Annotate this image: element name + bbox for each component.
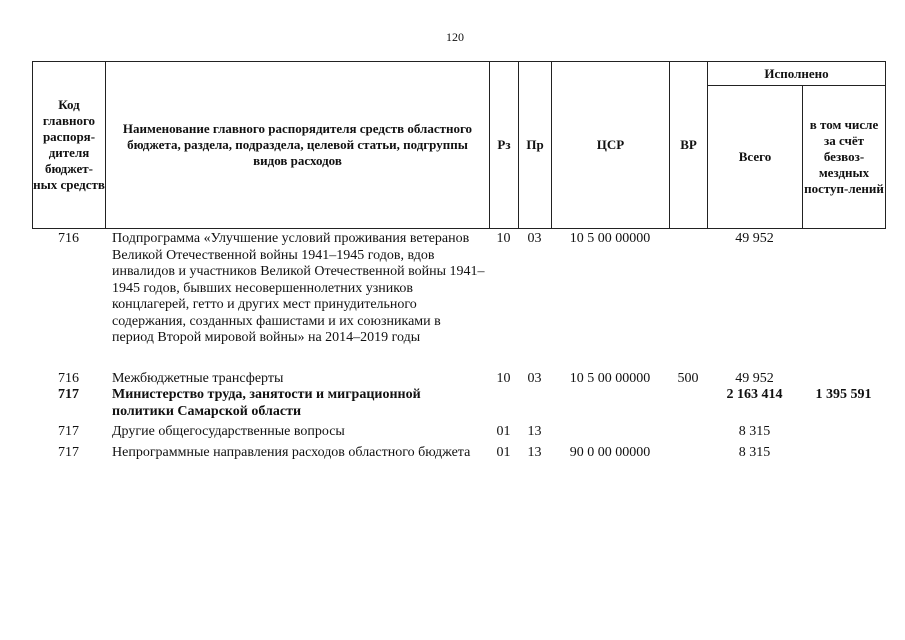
- header-code: Код главного распоря-дителя бюджет-ных средств: [33, 62, 106, 229]
- row-including: [802, 229, 885, 347]
- header-pr: Пр: [519, 62, 552, 229]
- header-name: Наименование главного распорядителя средств областного бюджета, раздела, подраздела, целевой статьи, подгруппы видов расходов: [106, 62, 490, 229]
- row-pr: 03: [527, 370, 542, 386]
- row-code: 717: [58, 424, 79, 439]
- row-name: Подпрограмма «Улучшение условий проживания ветеранов Великой Отечественной войны 1941–1945 годов, вдов инвалидов и участников Великой Отечественной войны 1941–1945 годов, бывших несовершеннолетних узников концлагерей, гетто и других мест принудительного содержания, созданных фашистами и их союзниками в период Второй мировой войны» на 2014–2019 годы: [112, 231, 485, 345]
- row-rz: 01: [496, 424, 511, 439]
- row-code: 717: [58, 387, 79, 402]
- table-header: [32, 61, 886, 229]
- page-number: 120: [446, 30, 464, 44]
- row-code: 716: [58, 231, 79, 246]
- row-code: 717: [58, 444, 79, 460]
- row-spacer: [32, 347, 885, 371]
- row-name: Министерство труда, занятости и миграционной политики Самарской области: [112, 387, 421, 419]
- row-rz: [489, 387, 518, 420]
- row-vr: [669, 229, 707, 347]
- row-pr: [518, 387, 551, 420]
- row-vr: 500: [677, 370, 699, 386]
- row-total: 8 315: [738, 424, 771, 439]
- row-pr: 03: [527, 231, 542, 246]
- row-vr: [669, 441, 707, 462]
- row-including: [802, 371, 885, 388]
- row-including: [802, 441, 885, 462]
- row-csr: 90 0 00 00000: [569, 444, 651, 460]
- row-csr: [551, 387, 669, 420]
- row-name: Непрограммные направления расходов областного бюджета: [112, 444, 471, 460]
- row-total: 2 163 414: [726, 387, 783, 402]
- header-executed: Исполнено: [708, 62, 886, 86]
- row-name: Межбюджетные трансферты: [112, 370, 284, 386]
- header-rz: Рз: [490, 62, 519, 229]
- row-csr: 10 5 00 00000: [569, 370, 651, 386]
- row-pr: 13: [527, 424, 542, 439]
- row-vr: [669, 420, 707, 441]
- row-pr: 13: [527, 444, 542, 460]
- table-row: [32, 441, 885, 462]
- row-csr: [551, 420, 669, 441]
- row-rz: 01: [496, 444, 511, 460]
- header-including: в том числе за счёт безвоз-мездных поступ-лений: [803, 86, 886, 229]
- row-rz: 10: [496, 231, 511, 246]
- table-body: [32, 229, 885, 461]
- header-vr: ВР: [670, 62, 708, 229]
- table-row: [32, 229, 885, 347]
- row-including: [802, 420, 885, 441]
- row-total: 49 952: [735, 231, 774, 246]
- header-total: Всего: [708, 86, 803, 229]
- row-including: 1 395 591: [815, 387, 872, 402]
- table-row: [32, 387, 885, 420]
- row-rz: 10: [496, 370, 511, 386]
- row-csr: 10 5 00 00000: [569, 231, 651, 246]
- row-code: 716: [58, 370, 79, 386]
- row-total: 8 315: [738, 444, 771, 460]
- table-row: [32, 371, 885, 388]
- header-csr: ЦСР: [552, 62, 670, 229]
- row-total: 49 952: [735, 370, 774, 386]
- row-vr: [669, 387, 707, 420]
- row-name: Другие общегосударственные вопросы: [112, 424, 345, 439]
- table-row: [32, 420, 885, 441]
